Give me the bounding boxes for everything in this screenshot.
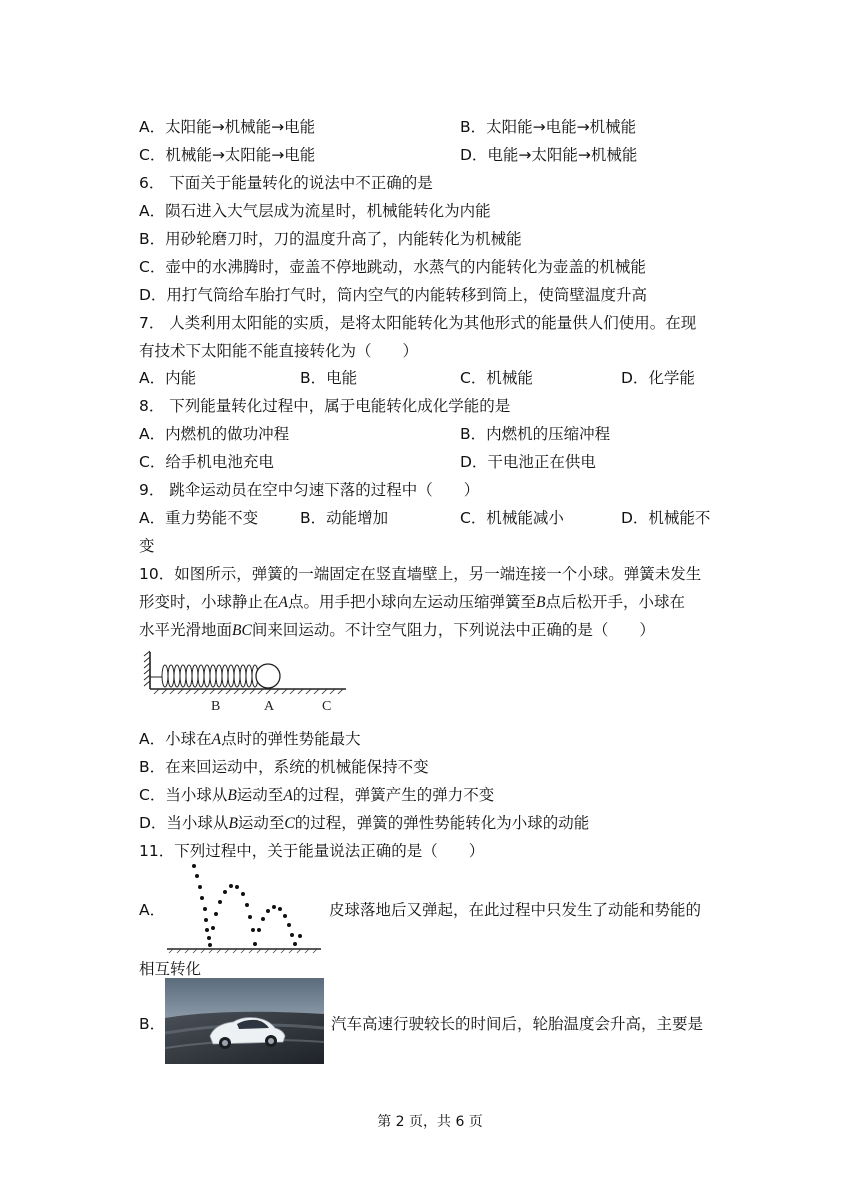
label-a: A xyxy=(264,699,275,714)
q11-option-a-wrap: 相互转化 xyxy=(139,960,202,978)
q10-option-c: C．当小球从B运动至A的过程，弹簧产生的弹力不变 xyxy=(139,786,495,804)
q10-option-d: D．当小球从B运动至C的过程，弹簧的弹性势能转化为小球的动能 xyxy=(139,814,590,832)
car-photo xyxy=(165,978,324,1064)
q9-option-d-wrap: 变 xyxy=(139,537,155,555)
q7-stem-line1: 7． 人类利用太阳能的实质，是将太阳能转化为其他形式的能量供人们使用。在现 xyxy=(139,314,697,332)
q11-option-b-label: B． xyxy=(139,1015,166,1033)
q8-option-d: D．干电池正在供电 xyxy=(460,453,596,471)
q5-option-a: A．太阳能→机械能→电能 xyxy=(139,118,316,136)
q9-option-c: C．机械能减小 xyxy=(460,509,564,527)
q6-option-c: C．壶中的水沸腾时，壶盖不停地跳动，水蒸气的内能转化为壶盖的机械能 xyxy=(139,258,646,276)
q8-option-a: A．内燃机的做功冲程 xyxy=(139,425,290,443)
q6-option-a: A．陨石进入大气层成为流星时，机械能转化为内能 xyxy=(139,202,491,220)
q7-option-d: D．化学能 xyxy=(621,369,695,387)
q10-option-a: A．小球在A点时的弹性势能最大 xyxy=(139,730,361,748)
q10-stem-line2: 形变时，小球静止在A点。用手把小球向左运动压缩弹簧至B点后松开手，小球在 xyxy=(139,593,685,611)
q6-option-d: D．用打气筒给车胎打气时，筒内空气的内能转移到筒上，使筒壁温度升高 xyxy=(139,286,647,304)
q8-option-c: C．给手机电池充电 xyxy=(139,453,274,471)
q6-stem: 6． 下面关于能量转化的说法中不正确的是 xyxy=(139,174,433,192)
ground xyxy=(150,689,346,694)
q5-option-b: B．太阳能→电能→机械能 xyxy=(460,118,637,136)
label-b: B xyxy=(211,699,221,714)
q11-option-a-text: 皮球落地后又弹起，在此过程中只发生了动能和势能的 xyxy=(329,901,702,919)
page-footer: 第 2 页，共 6 页 xyxy=(377,1114,483,1130)
ball-trajectory xyxy=(192,864,302,947)
q9-option-d: D．机械能不 xyxy=(621,509,711,527)
ball xyxy=(256,664,280,688)
q7-option-c: C．机械能 xyxy=(460,369,533,387)
q10-stem-line1: 10．如图所示，弹簧的一端固定在竖直墙壁上，另一端连接一个小球。弹簧未发生 xyxy=(139,565,702,583)
label-c: C xyxy=(322,699,332,714)
q9-stem: 9． 跳伞运动员在空中匀速下落的过程中（ ） xyxy=(139,481,480,499)
q7-option-a: A．内能 xyxy=(139,369,197,387)
q10-option-b: B．在来回运动中，系统的机械能保持不变 xyxy=(139,758,429,776)
q8-stem: 8． 下列能量转化过程中，属于电能转化成化学能的是 xyxy=(139,397,511,415)
q5-option-c: C．机械能→太阳能→电能 xyxy=(139,146,316,164)
q11-stem: 11．下列过程中，关于能量说法正确的是（ ） xyxy=(139,842,485,860)
q8-option-b: B．内燃机的压缩冲程 xyxy=(460,425,611,443)
q9-option-b: B．动能增加 xyxy=(300,509,389,527)
wall xyxy=(144,651,150,689)
spring xyxy=(150,665,258,687)
q10-stem-line3: 水平光滑地面BC间来回运动。不计空气阻力，下列说法中正确的是（ ） xyxy=(139,621,655,639)
q11-option-a-label: A． xyxy=(139,901,166,919)
q9-option-a: A．重力势能不变 xyxy=(139,509,259,527)
q11-option-b-text: 汽车高速行驶较长的时间后，轮胎温度会升高，主要是 xyxy=(331,1015,704,1033)
q6-option-b: B．用砂轮磨刀时，刀的温度升高了，内能转化为机械能 xyxy=(139,230,522,248)
q7-stem-line2: 有技术下太阳能不能直接转化为（ ） xyxy=(139,342,419,360)
spring-ball-figure xyxy=(140,648,350,718)
q5-option-d: D．电能→太阳能→机械能 xyxy=(460,146,638,164)
q7-option-b: B．电能 xyxy=(300,369,358,387)
bouncing-ball-figure xyxy=(165,860,323,954)
